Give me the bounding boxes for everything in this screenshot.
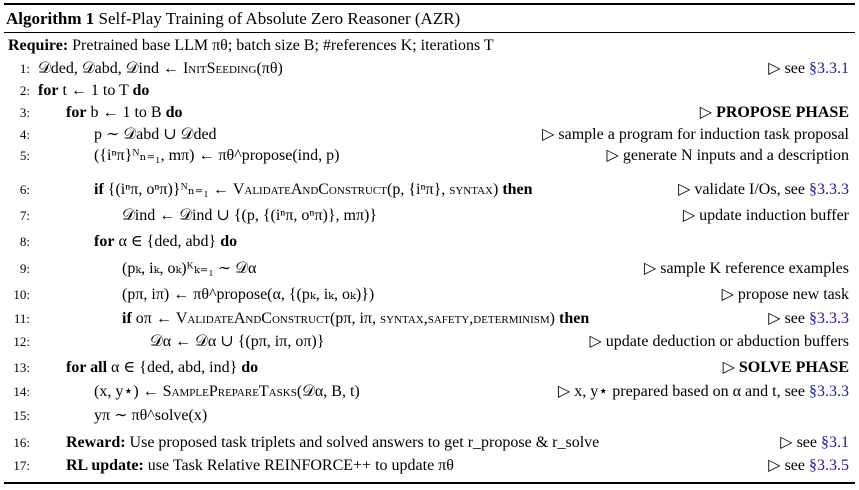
code-fragment: 𝒟ded, 𝒟abd, 𝒟ind ← xyxy=(38,60,183,77)
line-comment xyxy=(700,102,849,124)
line-number: 12: xyxy=(13,334,30,349)
comment-text: ▷ see xyxy=(780,434,821,451)
comment-text: ▷ see xyxy=(768,457,809,474)
line-comment xyxy=(768,455,849,477)
code-fragment: then xyxy=(502,181,533,198)
code-fragment: (πθ) xyxy=(256,60,283,77)
line-comment xyxy=(768,308,849,330)
algorithm-title: Self-Play Training of Absolute Zero Reasoner (AZR) xyxy=(98,9,461,28)
algorithm-line xyxy=(0,405,859,427)
comment-text: ▷ x, y⋆ prepared based on α and t, see xyxy=(557,383,809,400)
code-fragment: for xyxy=(66,104,87,121)
line-number: 8: xyxy=(19,234,30,249)
line-comment xyxy=(542,124,849,146)
algorithm-line xyxy=(0,102,859,124)
code-fragment: (𝒟α, B, t) xyxy=(296,383,360,400)
code-fragment: for xyxy=(38,82,59,99)
line-code xyxy=(94,179,533,201)
line-number: 1: xyxy=(19,61,30,76)
line-code xyxy=(94,124,217,146)
code-fragment: b ← 1 to B xyxy=(86,104,166,121)
comment-text: ▷ sample a program for induction task proposal xyxy=(542,126,849,143)
code-fragment: ValidateAndConstruct xyxy=(232,181,387,198)
code-fragment: yπ ∼ πθ^solve(x) xyxy=(94,407,208,424)
code-fragment: InitSeeding xyxy=(182,60,257,77)
code-fragment: (x, y⋆) ← xyxy=(94,383,163,400)
algorithm-line xyxy=(0,258,859,280)
code-fragment: (pπ, iπ, xyxy=(330,310,380,327)
line-code xyxy=(66,455,454,477)
code-fragment: {(iⁿπ, oⁿπ)}ᴺₙ₌₁ ← xyxy=(103,181,233,198)
line-number: 16: xyxy=(13,435,30,450)
line-code xyxy=(122,258,256,280)
top-rule xyxy=(4,3,855,5)
algorithm-line xyxy=(0,455,859,477)
algorithm-caption xyxy=(6,6,460,32)
require-keyword: Require: xyxy=(8,37,69,54)
code-fragment: syntax xyxy=(449,181,493,198)
algorithm-line xyxy=(0,381,859,403)
code-fragment: (pπ, iπ) ← πθ^propose(α, {(pₖ, iₖ, oₖ)}) xyxy=(122,286,375,303)
algorithm-line xyxy=(0,179,859,201)
code-fragment: ) xyxy=(492,181,503,198)
line-code xyxy=(66,357,258,379)
comment-text: ▷ update deduction or abduction buffers xyxy=(589,333,849,350)
caption-rule xyxy=(4,32,855,33)
comment-text: ▷ see xyxy=(768,60,809,77)
algorithm-line xyxy=(0,145,859,167)
code-fragment: ValidateAndConstruct xyxy=(175,310,331,327)
comment-text: ▷ SOLVE PHASE xyxy=(722,359,849,376)
code-fragment: do xyxy=(132,82,150,99)
code-fragment: SamplePrepareTasks xyxy=(162,383,297,400)
code-fragment: RL update: xyxy=(66,457,144,474)
comment-text: ▷ sample K reference examples xyxy=(643,260,849,277)
code-fragment: 𝒟ind ← 𝒟ind ∪ {(p, {(iⁿπ, oⁿπ)}, mπ)} xyxy=(122,207,378,224)
code-fragment: Reward: xyxy=(66,434,126,451)
line-number: 2: xyxy=(19,83,30,98)
code-fragment: Use proposed task triplets and solved answers to get r_propose & r_solve xyxy=(125,434,600,451)
line-code xyxy=(150,331,324,353)
code-fragment: p ∼ 𝒟abd ∪ 𝒟ded xyxy=(94,126,217,143)
line-number: 10: xyxy=(13,287,30,302)
algorithm-line xyxy=(0,58,859,80)
comment-text: ▷ validate I/Os, see xyxy=(678,181,809,198)
line-number: 5: xyxy=(19,148,30,163)
line-number: 14: xyxy=(13,384,30,399)
code-fragment: α ∈ {ded, abd} xyxy=(114,233,221,250)
algorithm-line xyxy=(0,357,859,379)
section-reference-link[interactable]: §3.3.5 xyxy=(809,457,849,474)
line-number: 11: xyxy=(13,311,30,326)
algorithm-line xyxy=(0,124,859,146)
section-reference-link[interactable]: §3.3.3 xyxy=(809,181,849,198)
comment-text: ▷ generate N inputs and a description xyxy=(606,147,849,164)
section-reference-link[interactable]: §3.3.3 xyxy=(809,310,849,327)
require-line xyxy=(0,35,859,57)
line-number: 17: xyxy=(13,458,30,473)
line-code xyxy=(38,80,149,102)
comment-text: ▷ see xyxy=(768,310,809,327)
line-code xyxy=(122,308,589,330)
line-comment xyxy=(722,284,849,306)
code-fragment: for all xyxy=(66,359,108,376)
code-fragment: do xyxy=(241,359,259,376)
code-fragment: α ∈ {ded, abd, ind} xyxy=(107,359,242,376)
algorithm-line xyxy=(0,308,859,330)
algorithm-line xyxy=(0,205,859,227)
section-reference-link[interactable]: §3.1 xyxy=(821,434,849,451)
code-fragment: 𝒟α ← 𝒟α ∪ {(pπ, iπ, oπ)} xyxy=(150,333,325,350)
comment-text: ▷ update induction buffer xyxy=(682,207,849,224)
line-comment xyxy=(678,179,849,201)
code-fragment: oπ ← xyxy=(131,310,176,327)
line-comment xyxy=(780,432,849,454)
line-code xyxy=(122,205,377,227)
algorithm-line xyxy=(0,331,859,353)
section-reference-link[interactable]: §3.3.1 xyxy=(809,60,849,77)
code-fragment: do xyxy=(165,104,183,121)
line-comment xyxy=(723,357,849,379)
line-comment xyxy=(683,205,849,227)
line-code xyxy=(38,58,283,80)
line-number: 6: xyxy=(19,182,30,197)
line-code xyxy=(94,231,237,253)
section-reference-link[interactable]: §3.3.3 xyxy=(809,383,849,400)
code-fragment: if xyxy=(94,181,104,198)
code-fragment: do xyxy=(220,233,238,250)
code-fragment: (p, {iⁿπ}, xyxy=(387,181,450,198)
code-fragment: syntax,safety,determinism xyxy=(379,310,550,327)
code-fragment: (pₖ, iₖ, oₖ)ᴷₖ₌₁ ∼ 𝒟α xyxy=(122,260,257,277)
algorithm-line xyxy=(0,80,859,102)
line-code xyxy=(122,284,374,306)
line-code xyxy=(94,145,339,167)
code-fragment: ) xyxy=(549,310,559,327)
algorithm-line xyxy=(0,284,859,306)
line-code xyxy=(66,432,599,454)
line-number: 3: xyxy=(19,105,30,120)
code-fragment: for xyxy=(94,233,115,250)
line-code xyxy=(66,102,182,124)
line-number: 15: xyxy=(13,408,30,423)
algorithm-label: Algorithm 1 xyxy=(6,9,95,28)
line-comment xyxy=(768,58,849,80)
line-comment xyxy=(590,331,850,353)
line-number: 4: xyxy=(19,127,30,142)
code-fragment: if xyxy=(122,310,132,327)
comment-text: ▷ propose new task xyxy=(721,286,849,303)
code-fragment: t ← 1 to T xyxy=(58,82,133,99)
line-number: 7: xyxy=(19,208,30,223)
algorithm-line xyxy=(0,432,859,454)
bottom-rule xyxy=(4,482,855,484)
line-number: 9: xyxy=(19,261,30,276)
comment-text: ▷ PROPOSE PHASE xyxy=(699,104,849,121)
code-fragment: ({iⁿπ}ᴺₙ₌₁, mπ) ← πθ^propose(ind, p) xyxy=(94,147,340,164)
require-text: Pretrained base LLM πθ; batch size B; #references K; iterations T xyxy=(72,37,494,54)
line-code xyxy=(94,381,360,403)
line-comment xyxy=(607,145,849,167)
line-comment xyxy=(558,381,849,403)
code-fragment: then xyxy=(558,310,590,327)
code-fragment: use Task Relative REINFORCE++ to update πθ xyxy=(143,457,454,474)
line-code xyxy=(94,405,207,427)
line-comment xyxy=(644,258,849,280)
line-number: 13: xyxy=(13,360,30,375)
algorithm-line xyxy=(0,231,859,253)
